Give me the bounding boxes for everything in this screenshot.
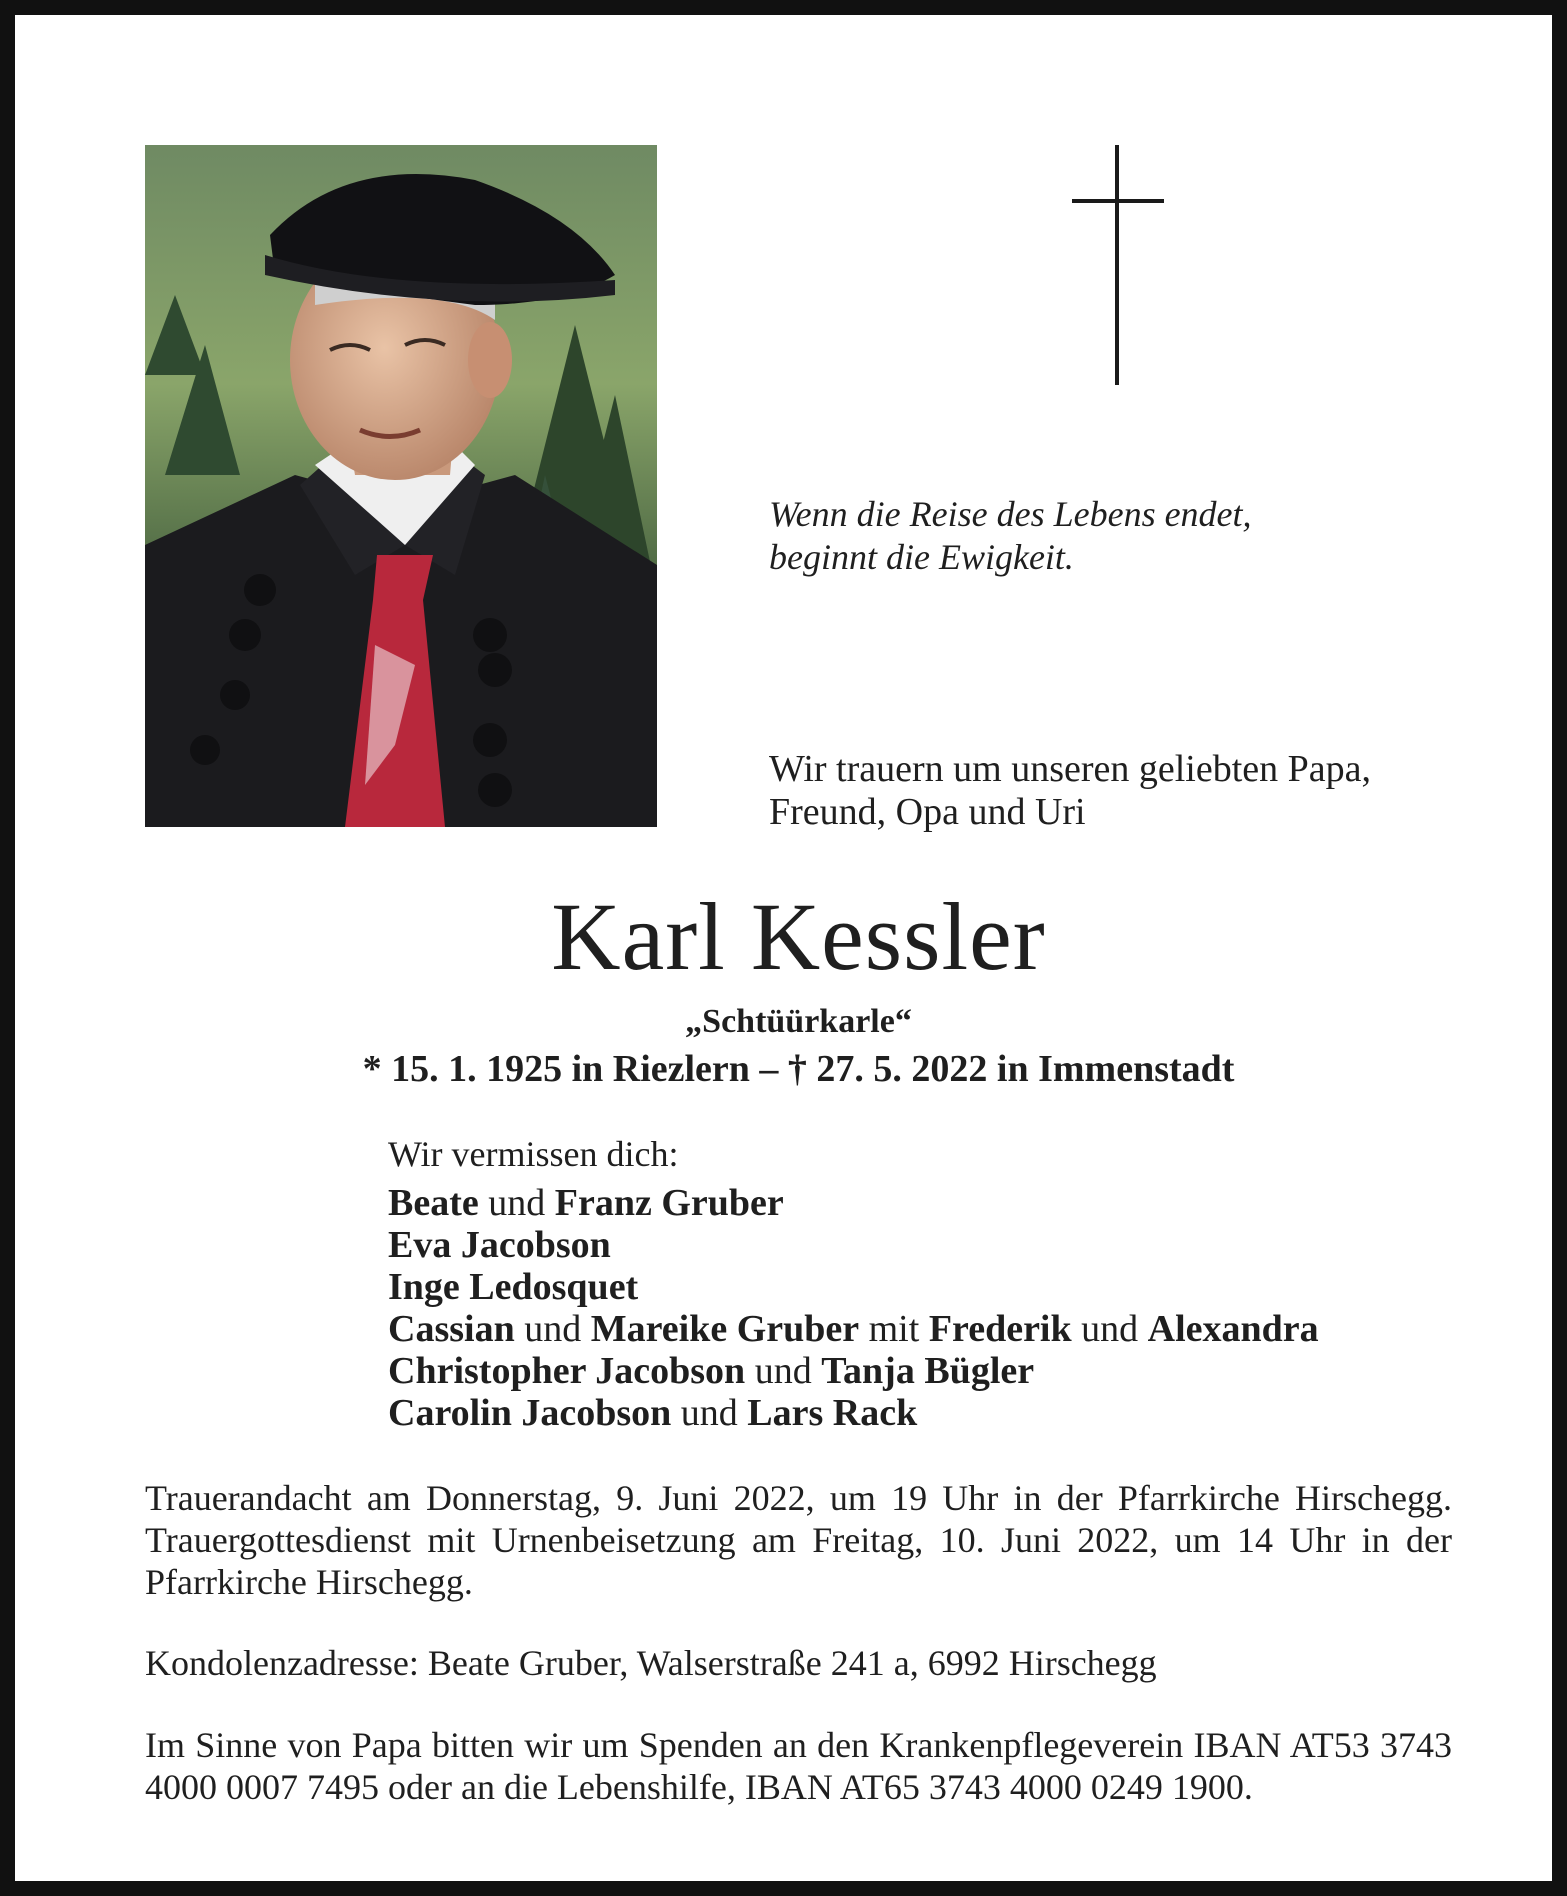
mourning-line: Freund, Opa und Uri bbox=[769, 791, 1086, 833]
mourner-name: Alexandra bbox=[1147, 1308, 1319, 1350]
mourner-name: Eva Jacobson bbox=[388, 1224, 611, 1266]
motto-line: Wenn die Reise des Lebens endet, bbox=[769, 494, 1252, 534]
mourner-row bbox=[388, 1224, 1319, 1266]
mourner-name: Christopher Jacobson bbox=[388, 1350, 746, 1392]
mourner-name: Frederik bbox=[928, 1308, 1072, 1350]
mourners-heading: Wir vermissen dich: bbox=[388, 1134, 679, 1174]
deceased-nickname: „Schtüürkarle“ bbox=[685, 1003, 912, 1040]
service-info: Trauerandacht am Donnerstag, 9. Juni 2022, um 19 Uhr in der Pfarrkirche Hirschegg. Trauergottesdienst mit Urnenbeisetzung am Freitag, 10. Juni 2022, um 14 Uhr in der Pfarrkirche Hirschegg. bbox=[145, 1478, 1452, 1602]
mourner-row bbox=[388, 1308, 1319, 1350]
mourner-connector: mit bbox=[859, 1308, 929, 1350]
mourning-line: Wir trauern um unseren geliebten Papa, bbox=[769, 748, 1372, 790]
deceased-name: Karl Kessler bbox=[551, 883, 1046, 990]
mourner-connector: und bbox=[745, 1350, 822, 1392]
mourner-name: Cassian bbox=[388, 1308, 515, 1350]
condolence-address: Kondolenzadresse: Beate Gruber, Walserstraße 241 a, 6992 Hirschegg bbox=[145, 1643, 1157, 1683]
cross-icon bbox=[1070, 145, 1166, 385]
mourner-name: Carolin Jacobson bbox=[388, 1392, 672, 1434]
mourner-row bbox=[388, 1350, 1319, 1392]
mourner-connector: und bbox=[478, 1182, 555, 1224]
motto-line: beginnt die Ewigkeit. bbox=[769, 537, 1074, 577]
mourner-name: Tanja Bügler bbox=[821, 1350, 1035, 1392]
mourners-list bbox=[388, 1182, 1319, 1434]
mourner-name: Mareike Gruber bbox=[590, 1308, 860, 1350]
mourner-name: Franz Gruber bbox=[554, 1182, 784, 1224]
mourner-row bbox=[388, 1266, 1319, 1308]
portrait-photo bbox=[145, 145, 657, 827]
mourning-statement bbox=[769, 748, 1371, 834]
mourner-row bbox=[388, 1182, 1319, 1224]
life-dates: * 15. 1. 1925 in Riezlern – † 27. 5. 2022 in Immenstadt bbox=[362, 1048, 1235, 1090]
mourner-connector: und bbox=[671, 1392, 748, 1434]
mourner-name: Beate bbox=[388, 1182, 479, 1224]
mourner-connector: und bbox=[514, 1308, 591, 1350]
mourner-row bbox=[388, 1392, 1319, 1434]
mourner-connector: und bbox=[1071, 1308, 1148, 1350]
mourner-name: Lars Rack bbox=[747, 1392, 918, 1434]
donation-request: Im Sinne von Papa bitten wir um Spenden an den Krankenpflegeverein IBAN AT53 3743 4000 0007 7495 oder an die Lebenshilfe, IBAN AT65 3743 4000 0249 1900. bbox=[145, 1725, 1452, 1807]
mourner-name: Inge Ledosquet bbox=[388, 1266, 639, 1308]
motto-quote bbox=[769, 493, 1252, 579]
